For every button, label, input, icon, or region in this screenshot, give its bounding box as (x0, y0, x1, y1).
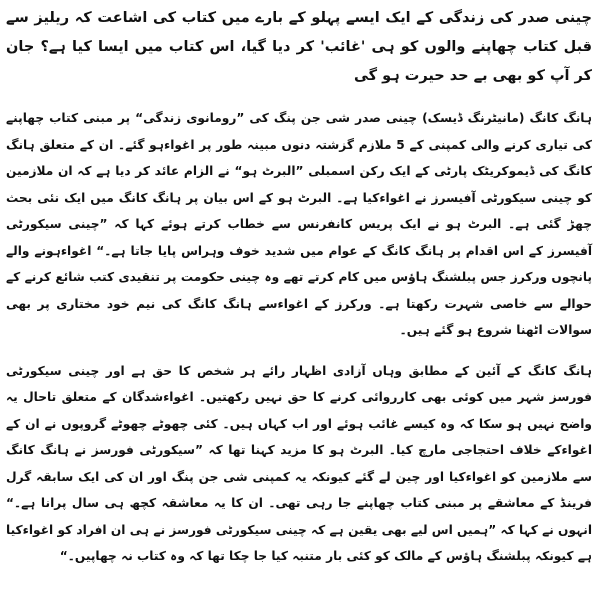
article-headline: چینی صدر کی زندگی کے ایک ایسے پہلو کے بارے میں کتاب کی اشاعت کہ ریلیز سے قبل کتاب چھاپنے والوں کو ہی 'غائب' کر دیا گیا، اس کتاب میں ایسا کیا ہے؟ جان کر آپ کو بھی بے حد حیرت ہو گی (6, 10, 592, 84)
article-paragraph: ہانگ کانگ (مانیٹرنگ ڈیسک) چینی صدر شی جن پنگ کی ”رومانوی زندگی“ پر مبنی کتاب چھاپنے کی تیاری کرنے والی کمپنی کے 5 ملازم گزشتہ دنوں مبینہ طور پر اغواءہو گئے۔ ان کے متعلق ہانگ کانگ کی ڈیموکریٹک پارٹی کے ایک رکن اسمبلی ”البرٹ ہو“ نے الزام عائد کر دیا ہے کہ ان ملازمین کو چینی سیکورٹی آفیسرز نے اغواءکیا ہے۔ البرٹ ہو کے اس بیان پر ہانگ کانگ میں ایک نئی بحث چھڑ گئی ہے۔ البرٹ ہو نے ایک پریس کانفرنس سے خطاب کرتے ہوئے کہا کہ ”چینی سیکورٹی آفیسرز کے اس اقدام پر ہانگ کانگ کے عوام میں شدید خوف وہراس پایا جاتا ہے۔“ اغواءہونے والے پانچوں ورکرز جس پبلشنگ ہاﺅس میں کام کرتے تھے وہ چینی حکومت پر تنقیدی کتب شائع کرنے کے حوالے سے خاصی شہرت رکھتا ہے۔ ورکرز کے اغواءسے ہانگ کانگ کی نیم خود مختاری پر بھی سوالات اٹھنا شروع ہو گئے ہیں۔ (6, 111, 592, 337)
article-paragraph: ہانگ کانگ کے آئین کے مطابق وہاں آزادی اظہار رائے ہر شخص کا حق ہے اور چینی سیکورٹی فورسز شہر میں کوئی بھی کارروائی کرنے کا حق نہیں رکھتیں۔ اغواءشدگان کے متعلق تاحال یہ واضح نہیں ہو سکا کہ وہ کیسے غائب ہوئے اور اب کہاں ہیں۔ کئی چھوٹے چھوٹے گروپوں نے ان کے اغواءکے خلاف احتجاجی مارچ کیا۔ البرٹ ہو کا مزید کہنا تھا کہ ”سیکورٹی فورسز نے ہانگ کانگ سے ملازمین کو اغواءکیا اور چین لے گئے کیونکہ یہ کمپنی شی جن پنگ اور ان کی ایک سابقہ گرل فرینڈ کے معاشقے پر مبنی کتاب چھاپنے جا رہی تھی۔ ان کا یہ معاشقہ کچھ ہی سال پرانا ہے۔“ انہوں نے کہا کہ ”ہمیں اس لیے بھی یقین ہے کہ چینی سیکورٹی فورسز نے ہی ان افراد کو اغواءکیا ہے کیونکہ پبلشنگ ہاﺅس کے مالک کو کئی بار متنبہ کیا جا چکا تھا کہ وہ کتاب نہ چھاپیں۔“ (6, 363, 592, 563)
article (6, 4, 592, 570)
